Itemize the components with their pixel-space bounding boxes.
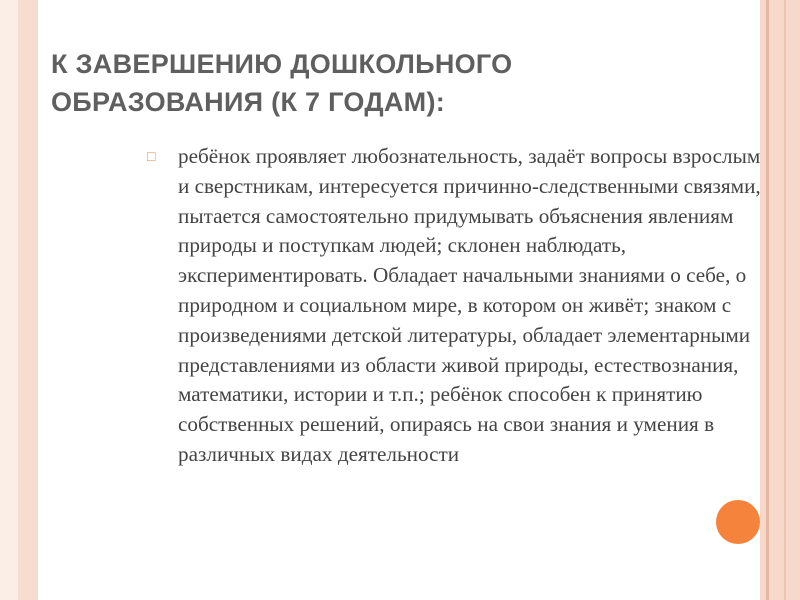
slide-title: К ЗАВЕРШЕНИЮ ДОШКОЛЬНОГО ОБРАЗОВАНИЯ (К 7 ГОДАМ): xyxy=(51,49,513,117)
orange-circle-decoration xyxy=(716,500,760,544)
square-bullet-icon: □ xyxy=(147,150,156,165)
slide-body-text: ребёнок проявляет любознательность, задаёт вопросы взрослым и сверстникам, интересуется причинно-следственными связями, пытается самостоятельно придумывать объяснения явлениям природы и поступкам людей; склонен наблюдать, экспериментировать. Обладает начальными знаниями о себе, о природном и социальном мире, в котором он живёт; знаком с произведениями детской литературы, обладает элементарными представлениями из области живой природы, естествознания, математики, истории и т.п.; ребёнок способен к принятию собственных решений, опираясь на свои знания и умения в различных видах деятельности xyxy=(178,144,761,466)
left-frame-inner-border xyxy=(0,0,18,600)
right-frame-line xyxy=(784,0,786,600)
